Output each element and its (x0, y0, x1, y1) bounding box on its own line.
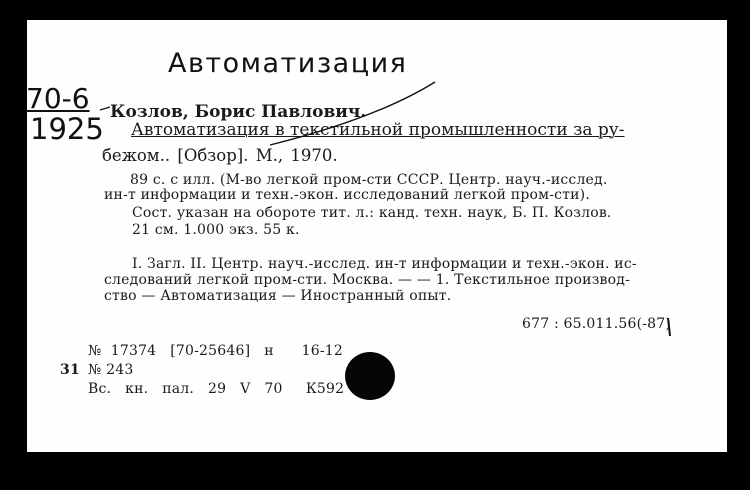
record-line-2: № 243 (88, 362, 134, 378)
record-line-3: Вс. кн. пал. 29 V 70 К592 (88, 381, 345, 397)
classification-code: 677 : 65.011.56(-87) (522, 316, 672, 332)
description-line-4: 21 см. 1.000 экз. 55 к. (132, 222, 300, 238)
description-line-2: ин-т информации и техн.-экон. исследований легкой пром-сти). (104, 187, 590, 203)
record-prefix: 31 (60, 362, 80, 378)
tracing-line-3: ство — Автоматизация — Иностранный опыт. (104, 288, 452, 304)
call-number-bottom: 1925 (30, 112, 104, 146)
call-number-top: 70-6 (26, 82, 90, 115)
author-heading: Козлов, Борис Павлович. (110, 102, 367, 122)
record-line-1: № 17374 [70-25646] н 16-12 (88, 343, 343, 359)
tracing-line-1: I. Загл. II. Центр. науч.-исслед. ин-т информации и техн.-экон. ис- (132, 256, 637, 272)
ink-stamp-blot (345, 352, 395, 400)
description-line-1: 89 с. с илл. (М-во легкой пром-сти СССР. Центр. науч.-исслед. (130, 172, 608, 188)
title-line-1: Автоматизация в текстильной промышленности за ру- (131, 120, 625, 140)
title-line-2: бежом.. [Обзор]. М., 1970. (102, 146, 338, 165)
tracing-line-2: следований легкой пром-сти. Москва. — — 1. Текстильное производ- (104, 272, 631, 288)
handwritten-subject: Автоматизация (168, 48, 408, 79)
description-line-3: Сост. указан на обороте тит. л.: канд. техн. наук, Б. П. Козлов. (132, 205, 612, 221)
